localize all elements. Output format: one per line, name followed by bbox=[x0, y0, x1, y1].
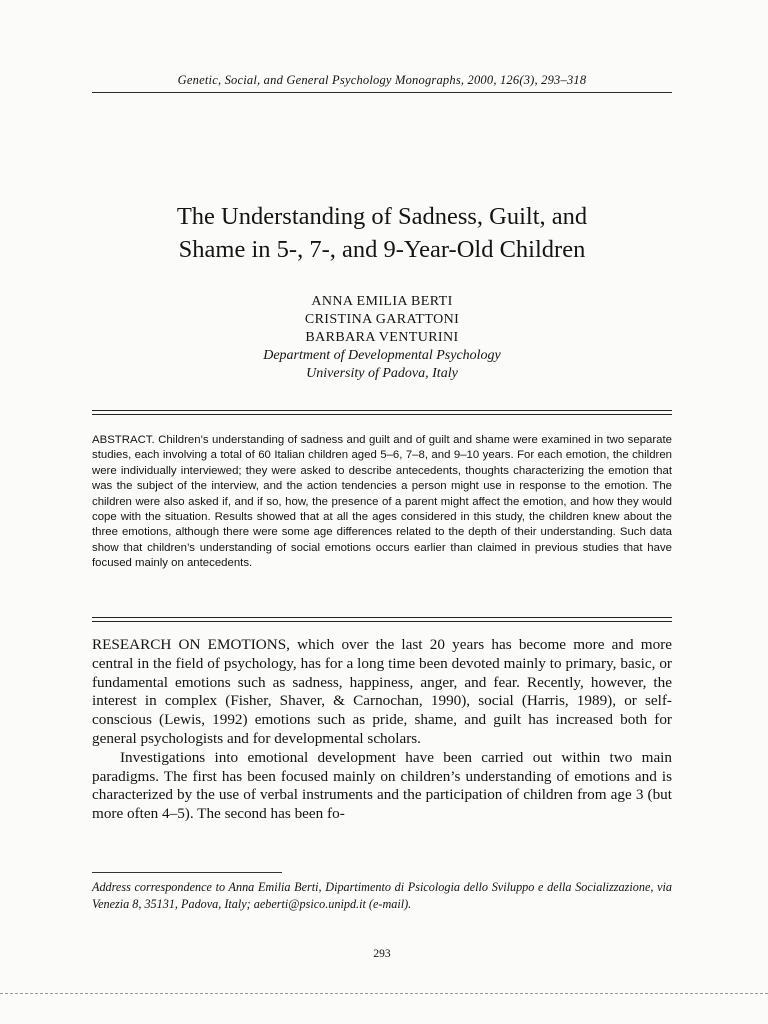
affiliation bbox=[92, 347, 672, 383]
title-line-2: Shame in 5-, 7-, and 9-Year-Old Children bbox=[178, 236, 586, 263]
article-title bbox=[92, 200, 672, 266]
correspondence-footnote: Address correspondence to Anna Emilia Berti, Dipartimento di Psicologia dello Sviluppo e della Socializzazione, via Venezia 8, 35131, Padova, Italy; aeberti@psico.unipd.it (e-mail). bbox=[92, 880, 672, 911]
abstract: ABSTRACT. Children’s understanding of sadness and guilt and of guilt and shame were examined in two separate studies, each involving a total of 60 Italian children aged 5–6, 7–8, and 9–10 years. For each emotion, the children were individually interviewed; they were asked to describe antecedents, thoughts characterizing the emotion that was the subject of the interview, and the action tendencies a person might use in response to the emotion. The children were also asked if, and if so, how, the presence of a parent might affect the emotion, and how they would cope with the situation. Results showed that at all the ages considered in this study, the children knew about the three emotions, although there were some age differences related to the depth of their understanding. Such data show that children’s understanding of social emotions occurs earlier than claimed in previous studies that have focused mainly on antecedents. bbox=[92, 434, 672, 570]
page-number: 293 bbox=[373, 948, 391, 960]
author-name: BARBARA VENTURINI bbox=[305, 330, 459, 345]
abstract-bottom-rule bbox=[92, 617, 672, 622]
header-rule bbox=[92, 92, 672, 93]
author-list bbox=[92, 293, 672, 347]
body-paragraph: RESEARCH ON EMOTIONS, which over the last 20 years has become more and more central in the field of psychology, has for a long time been devoted mainly to primary, basic, or fundamental emotions such as sadness, happiness, anger, and fear. Recently, however, the interest in complex (Fisher, Shaver, & Carnochan, 1990), social (Harris, 1989), or self-conscious (Lewis, 1992) emotions such as pride, shame, and guilt has increased both for general psychologists and for developmental scholars. bbox=[92, 636, 672, 747]
scan-edge bbox=[0, 993, 768, 994]
footnote-rule bbox=[92, 872, 282, 873]
running-head: Genetic, Social, and General Psychology Monographs, 2000, 126(3), 293–318 bbox=[177, 73, 587, 87]
author-name: ANNA EMILIA BERTI bbox=[311, 294, 453, 309]
title-line-1: The Understanding of Sadness, Guilt, and bbox=[176, 203, 588, 230]
body-text bbox=[92, 636, 672, 824]
university: University of Padova, Italy bbox=[306, 366, 458, 381]
abstract-top-rule bbox=[92, 410, 672, 415]
author-name: CRISTINA GARATTONI bbox=[304, 312, 460, 327]
department: Department of Developmental Psychology bbox=[263, 348, 501, 363]
body-paragraph: Investigations into emotional development have been carried out within two main paradigms. The first has been focused mainly on children’s understanding of emotions and is characterized by the use of verbal instruments and the participation of children from age 3 (but more often 4–5). The second has been fo- bbox=[92, 748, 672, 823]
